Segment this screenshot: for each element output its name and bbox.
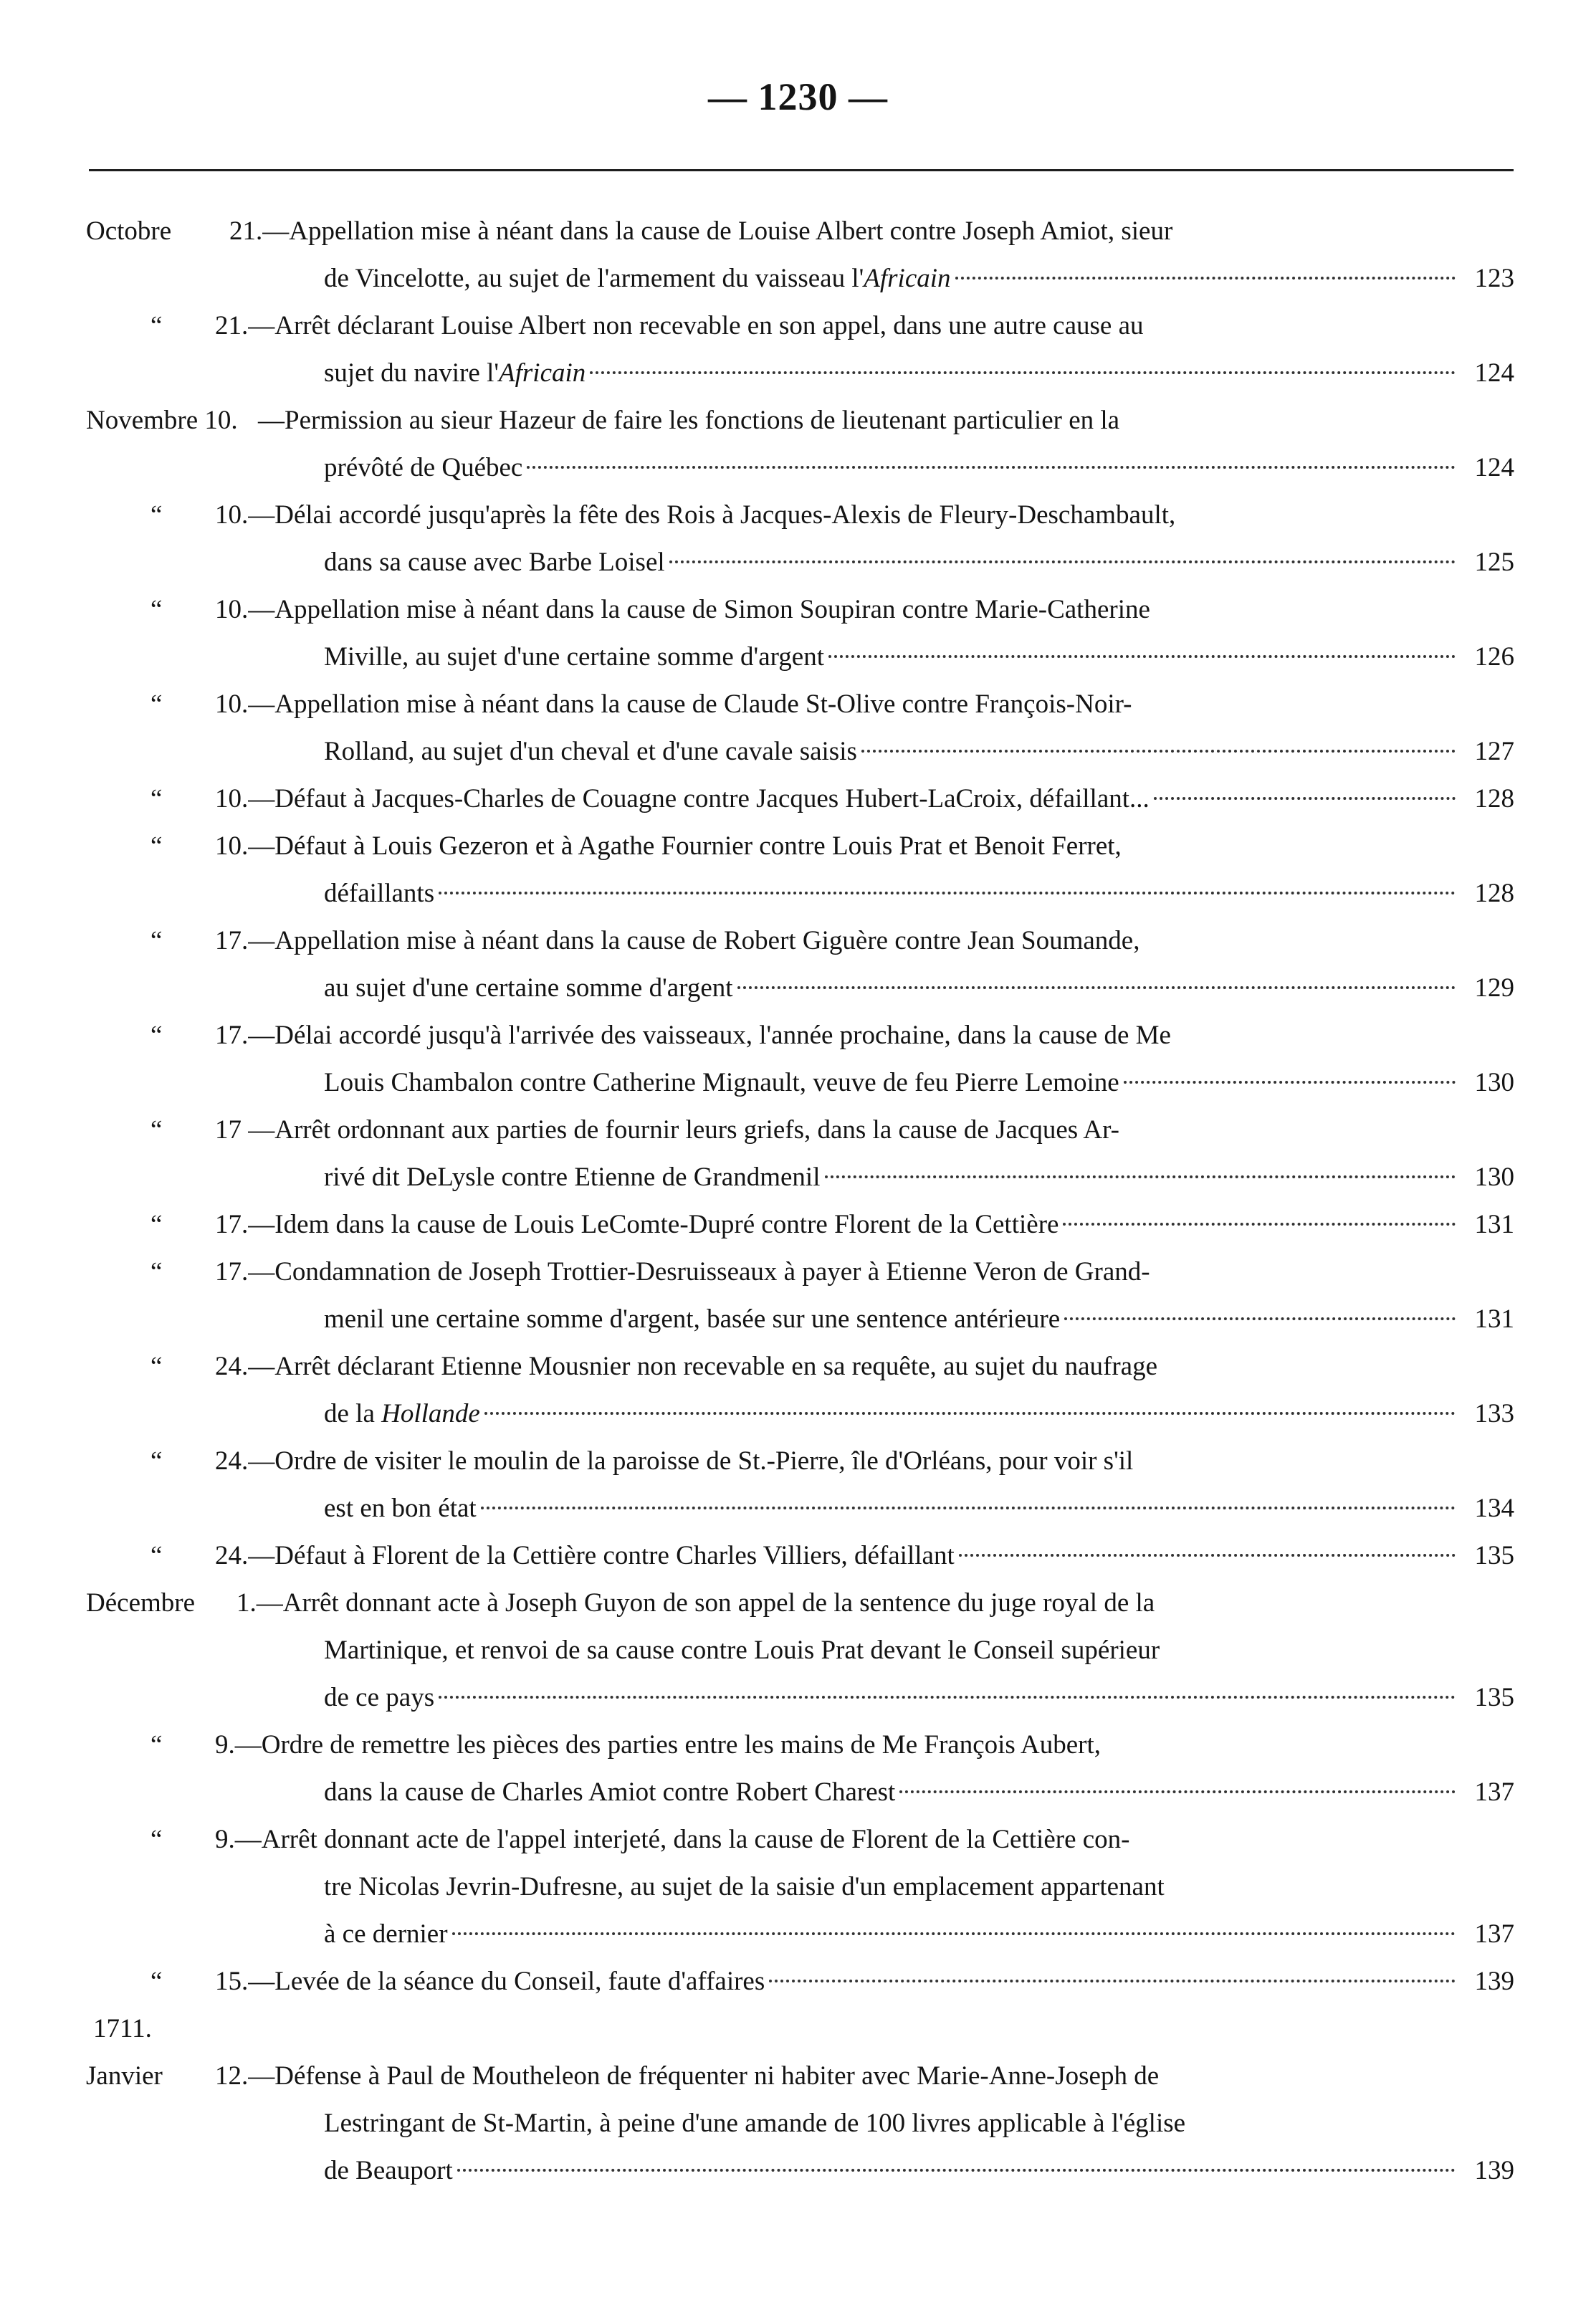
page-reference: 139 [1474,2156,1514,2185]
vessel-name: Hollande [381,1399,480,1428]
entry-text: 9.—Ordre de remettre les pièces des parties entre les mains de Me François Aubert, [215,1730,1101,1760]
entry-text-part: prévôté de Québec [324,453,523,482]
entry-text [324,2147,453,2195]
entry-text [324,870,434,917]
ditto-mark: “ [150,1446,163,1476]
entry-line [0,1674,1596,1722]
leader-row [324,1154,1514,1201]
entry-text-part: sujet du navire l' [324,358,500,388]
entry-text-part: menil une certaine somme d'argent, basée sur une sentence antérieure [324,1304,1061,1334]
page-reference: 135 [1474,1683,1514,1712]
entry-text: 10.—Appellation mise à néant dans la cause de Simon Soupiran contre Marie-Catherine [215,595,1150,624]
entry-line [0,397,1596,444]
leader-row [324,1674,1514,1722]
entry-line [0,1769,1596,1816]
entry-line [0,1296,1596,1343]
index-entry [0,1816,1596,1958]
entry-text: 21.—Appellation mise à néant dans la cause de Louise Albert contre Joseph Amiot, sieur [229,216,1173,246]
entry-text: 10.—Délai accordé jusqu'après la fête des Rois à Jacques-Alexis de Fleury-Deschambault, [215,500,1176,530]
leader-row [324,1769,1514,1816]
ditto-mark: “ [150,831,163,861]
leader-row [324,965,1514,1012]
page-reference: 124 [1474,453,1514,482]
index-entry [0,1958,1596,2005]
page-reference: 137 [1474,1777,1514,1807]
index-entry [0,1532,1596,1580]
entry-line [0,823,1596,870]
entry-line [0,1485,1596,1532]
page-reference: 125 [1474,548,1514,577]
month-label: Décembre [86,1588,196,1618]
entry-line [0,302,1596,350]
dot-leader [527,465,1456,469]
entry-line [0,965,1596,1012]
entry-text-part: de la [324,1399,382,1428]
entry-text [324,539,665,586]
page-reference: 133 [1474,1399,1514,1428]
entry-line [0,1958,1596,2005]
leader-row [215,1958,1514,2005]
entry-text [324,634,824,681]
entry-text: 17.—Condamnation de Joseph Trottier-Desruisseaux à payer à Etienne Veron de Grand- [215,1257,1150,1287]
entry-line [0,1911,1596,1958]
entry-line [0,1390,1596,1438]
leader-row [324,1296,1514,1343]
leader-row [324,2147,1514,2195]
entry-text: 24.—Ordre de visiter le moulin de la paroisse de St.-Pierre, île d'Orléans, pour voir s'il [215,1446,1134,1476]
entry-line [0,681,1596,728]
index-entry [0,1107,1596,1201]
entry-line [0,1627,1596,1674]
dot-leader [737,985,1456,989]
entry-line [0,2100,1596,2147]
index-entry [0,1249,1596,1343]
dot-leader [452,1932,1456,1935]
page-reference: 123 [1474,264,1514,293]
entry-line [0,1059,1596,1107]
index-entry [0,302,1596,397]
entry-text-part: est en bon état [324,1494,477,1523]
page-reference: 126 [1474,642,1514,672]
entry-line [0,208,1596,255]
entry-text-part: dans la cause de Charles Amiot contre Robert Charest [324,1777,896,1807]
dot-leader [669,560,1456,563]
vessel-name: Africain [864,264,951,293]
leader-row [324,1485,1514,1532]
entry-text [324,1390,480,1438]
leader-row [324,728,1514,775]
entry-text: tre Nicolas Jevrin-Dufresne, au sujet de la saisie d'un emplacement appartenant [324,1872,1165,1901]
ditto-mark: “ [150,595,163,624]
page-reference: 137 [1474,1919,1514,1949]
leader-row [215,1532,1514,1580]
index-entry [0,1580,1596,1722]
dot-leader [439,1695,1456,1699]
index-entry [0,586,1596,681]
ditto-mark: “ [150,1257,163,1287]
entry-text: 21.—Arrêt déclarant Louise Albert non recevable en son appel, dans une autre cause au [215,311,1144,340]
index-entry [0,208,1596,302]
entry-text-part: au sujet d'une certaine somme d'argent [324,973,733,1003]
entry-text-part: de Vincelotte, au sujet de l'armement du vaisseau l' [324,264,864,293]
page-number: — 1230 — [708,75,888,118]
entry-line [0,1722,1596,1769]
ditto-mark: “ [150,311,163,340]
entry-text-part: défaillants [324,879,435,908]
month-label: Janvier [86,2061,163,2091]
entry-line [0,1012,1596,1059]
page-reference: 128 [1474,784,1514,813]
entry-text: 17.—Appellation mise à néant dans la cause de Robert Giguère contre Jean Soumande, [215,926,1140,955]
entry-text: Lestringant de St-Martin, à peine d'une amande de 100 livres applicable à l'église [324,2109,1186,2138]
entry-text: 17.—Délai accordé jusqu'à l'arrivée des vaisseaux, l'année prochaine, dans la cause de Me [215,1021,1171,1050]
ditto-mark: “ [150,1115,163,1145]
index-entry [0,492,1596,586]
index-entry [0,917,1596,1012]
entry-line [0,444,1596,492]
entry-text: 15.—Levée de la séance du Conseil, faute d'affaires [215,1967,765,1996]
year-heading-line [0,2005,1596,2053]
leader-row [324,634,1514,681]
entry-line [0,870,1596,917]
entry-text [324,1154,821,1201]
dot-leader [1064,1317,1456,1320]
index-entry [0,1343,1596,1438]
leader-row [324,350,1514,397]
page-reference: 135 [1474,1541,1514,1570]
dot-leader [828,654,1456,658]
dot-leader [590,371,1456,374]
entry-line [0,586,1596,634]
entry-line [0,775,1596,823]
page-reference: 129 [1474,973,1514,1003]
ditto-mark: “ [150,500,163,530]
index-entry [0,823,1596,917]
entry-text [324,1485,477,1532]
entry-text-part: Rolland, au sujet d'un cheval et d'une cavale saisis [324,737,857,766]
page-reference: 134 [1474,1494,1514,1523]
entry-text-part: de Beauport [324,2156,453,2185]
page-reference: 124 [1474,358,1514,388]
leader-row [215,1201,1514,1249]
entry-text: 24.—Défaut à Florent de la Cettière contre Charles Villiers, défaillant [215,1541,955,1570]
entry-line [0,1154,1596,1201]
dot-leader [439,891,1456,894]
dot-leader [1124,1080,1456,1084]
entry-text: —Permission au sieur Hazeur de faire les fonctions de lieutenant particulier en la [258,406,1120,435]
page-reference: 131 [1474,1304,1514,1334]
index-entry [0,1201,1596,1249]
entry-text-part: rivé dit DeLysle contre Etienne de Grandmenil [324,1163,821,1192]
entry-line [0,1863,1596,1911]
dot-leader [899,1790,1456,1793]
index-entry [0,775,1596,823]
ditto-mark: “ [150,926,163,955]
page-reference: 130 [1474,1163,1514,1192]
index-entry [0,1438,1596,1532]
entry-line [0,492,1596,539]
leader-row [324,870,1514,917]
entry-line [0,917,1596,965]
entry-line [0,1438,1596,1485]
dot-leader [457,2168,1456,2172]
entry-line [0,2053,1596,2100]
entry-text-part: de ce pays [324,1683,435,1712]
ditto-mark: “ [150,1967,163,1996]
entry-line [0,1107,1596,1154]
entry-text [324,1769,895,1816]
entry-text [324,728,857,775]
entry-line [0,728,1596,775]
entry-text: 10.—Défaut à Louis Gezeron et à Agathe Fournier contre Louis Prat et Benoit Ferret, [215,831,1122,861]
entry-text-part: Miville, au sujet d'une certaine somme d'argent [324,642,824,672]
entry-line [0,1816,1596,1863]
entry-text [324,350,586,397]
entry-line [0,1201,1596,1249]
entry-text [324,1911,448,1958]
page-reference: 130 [1474,1068,1514,1097]
ditto-mark: “ [150,784,163,813]
entry-line [0,1580,1596,1627]
ditto-mark: “ [150,1352,163,1381]
entry-text-part: Louis Chambalon contre Catherine Mignault, veuve de feu Pierre Lemoine [324,1068,1119,1097]
dot-leader [481,1506,1456,1509]
ditto-mark: “ [150,1541,163,1570]
entry-text: 9.—Arrêt donnant acte de l'appel interjeté, dans la cause de Florent de la Cettière con- [215,1825,1130,1854]
leader-row [215,775,1514,823]
page-reference: 128 [1474,879,1514,908]
ditto-mark: “ [150,1730,163,1760]
year-heading: 1711. [93,2014,152,2043]
dot-leader [955,276,1456,280]
entry-text: 12.—Défense à Paul de Moutheleon de fréquenter ni habiter avec Marie-Anne-Joseph de [215,2061,1160,2091]
entry-text: 10.—Appellation mise à néant dans la cause de Claude St-Olive contre François-Noir- [215,689,1132,719]
entry-line [0,539,1596,586]
dot-leader [861,749,1456,753]
dot-leader [769,1979,1456,1982]
dot-leader [1063,1222,1456,1226]
index-entry [0,397,1596,492]
leader-row [324,1911,1514,1958]
month-label: Novembre 10. [86,406,238,435]
month-label: Octobre [86,216,172,246]
leader-row [324,444,1514,492]
entry-line [0,350,1596,397]
entry-text [324,1674,434,1722]
ditto-mark: “ [150,689,163,719]
page-reference: 131 [1474,1210,1514,1239]
index-list [0,208,1596,2195]
entry-text [324,965,733,1012]
ditto-mark: “ [150,1825,163,1854]
entry-text: 10.—Défaut à Jacques-Charles de Couagne contre Jacques Hubert-LaCroix, défaillant... [215,784,1150,813]
dot-leader [825,1175,1456,1178]
page-reference: 127 [1474,737,1514,766]
dot-leader [1154,796,1456,800]
entry-text: 1.—Arrêt donnant acte à Joseph Guyon de son appel de la sentence du juge royal de la [236,1588,1155,1618]
index-entry [0,681,1596,775]
entry-line [0,1343,1596,1390]
entry-line [0,255,1596,302]
entry-text-part: dans sa cause avec Barbe Loisel [324,548,665,577]
index-entry [0,1722,1596,1816]
entry-line [0,634,1596,681]
dot-leader [959,1553,1456,1557]
entry-text: 17 —Arrêt ordonnant aux parties de fournir leurs griefs, dans la cause de Jacques Ar- [215,1115,1119,1145]
entry-text: 24.—Arrêt déclarant Etienne Mousnier non recevable en sa requête, au sujet du naufrage [215,1352,1157,1381]
ditto-mark: “ [150,1210,163,1239]
index-entry [0,1012,1596,1107]
entry-line [0,2147,1596,2195]
entry-text [324,255,951,302]
entry-text [324,1059,1119,1107]
entry-line [0,1532,1596,1580]
vessel-name: Africain [499,358,586,388]
ditto-mark: “ [150,1021,163,1050]
header-rule [89,169,1514,171]
leader-row [324,255,1514,302]
leader-row [324,1390,1514,1438]
entry-text: Martinique, et renvoi de sa cause contre Louis Prat devant le Conseil supérieur [324,1636,1160,1665]
leader-row [324,1059,1514,1107]
leader-row [324,539,1514,586]
dot-leader [484,1411,1456,1415]
entry-line [0,1249,1596,1296]
entry-text [324,444,522,492]
page-reference: 139 [1474,1967,1514,1996]
entry-text [324,1296,1060,1343]
index-entry [0,2053,1596,2195]
entry-text-part: à ce dernier [324,1919,448,1949]
entry-text: 17.—Idem dans la cause de Louis LeComte-Dupré contre Florent de la Cettière [215,1210,1059,1239]
